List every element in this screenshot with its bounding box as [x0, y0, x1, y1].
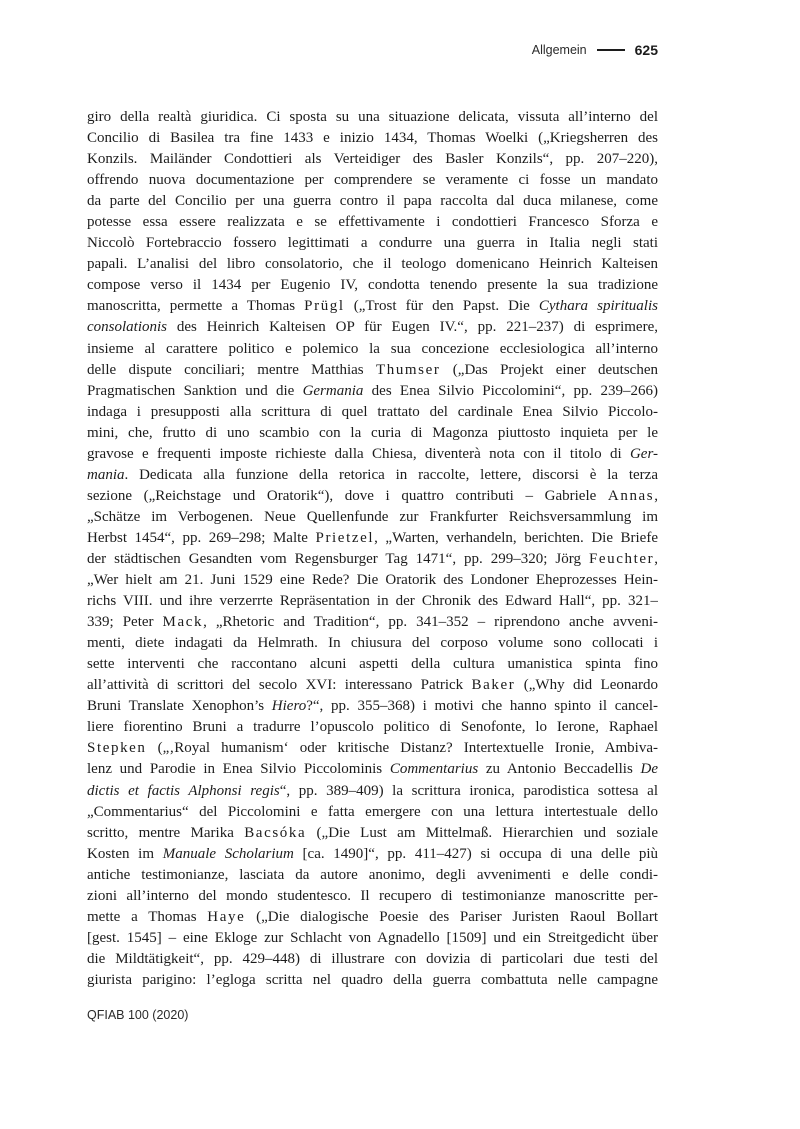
text-line — [87, 170, 658, 191]
text-line — [87, 339, 658, 360]
header-rule — [597, 49, 625, 51]
author-name: Prügl — [304, 298, 345, 315]
text-line — [87, 423, 658, 444]
text-run: antiche testimonianze, lasciata da autore anonimo, degli avvenimenti e delle condi- — [87, 866, 658, 883]
author-name: Thumser — [375, 361, 441, 378]
text-run: („Why did Leonardo — [515, 677, 658, 694]
text-line — [87, 675, 658, 696]
section-title: Allgemein — [531, 43, 587, 57]
text-run: („Die dialogische Poesie des Pariser Juristen Raoul Bollart — [245, 908, 658, 925]
italic-title: Hiero — [271, 698, 307, 715]
text-run: „Schätze im Verbogenen. Neue Quellenfunde zur Frankfurter Reichsversammlung im — [87, 508, 658, 525]
text-run: indaga i presupposti alla scrittura di quel trattato del cardinale Enea Silvio Piccolo- — [87, 403, 658, 420]
text-run: („Die Lust am Mittelmaß. Hierarchien und soziale — [306, 824, 658, 841]
text-line — [87, 844, 658, 865]
text-line — [87, 507, 658, 528]
text-run: („‚Royal humanism‘ oder kritische Distanz? Intertextuelle Ironie, Ambiva- — [146, 740, 658, 757]
text-run: mini, che, frutto di uno scambio con la curia di Magonza piuttosto inquieta per le — [87, 424, 658, 441]
text-run: , „Rhetoric and Tradition“, pp. 341–352 – riprendono anche avveni- — [203, 614, 658, 631]
text-line — [87, 107, 658, 128]
text-run: 339; Peter — [87, 614, 163, 631]
text-line — [87, 823, 658, 844]
text-line — [87, 486, 658, 507]
text-run: ?“, pp. 355–368) i motivi che hanno spinto il cancel- — [306, 698, 658, 715]
author-name: Baker — [471, 677, 516, 694]
text-line — [87, 570, 658, 591]
text-run: offrendo nuova documentazione per comprendere se veramente ci fosse un mandato — [87, 172, 658, 189]
text-run: („Trost für den Papst. Die — [344, 298, 539, 315]
text-line — [87, 275, 658, 296]
text-run: Herbst 1454“, pp. 269–298; Malte — [87, 529, 316, 546]
running-header — [532, 42, 658, 58]
text-line — [87, 907, 658, 928]
text-run: zioni all’interno del mondo studentesco. Il recupero di testimonianze manoscritte per- — [87, 887, 658, 904]
text-line — [87, 886, 658, 907]
text-run: richs VIII. und ihre verzerrte Repräsentation in der Chronik des Edward Hall“, pp. 321– — [87, 593, 658, 610]
text-run: [ca. 1490]“, pp. 411–427) si occupa di una delle più — [293, 845, 658, 862]
italic-title: Ger- — [629, 445, 658, 462]
text-line — [87, 191, 658, 212]
text-line — [87, 654, 658, 675]
text-run: menti, diete indagati da Helmrath. In chiusura del corposo volume sono collocati i — [87, 635, 658, 652]
text-run: “, pp. 389–409) la scrittura ironica, parodistica sottesa al — [279, 782, 658, 799]
text-run: mette a Thomas — [87, 908, 208, 925]
text-line — [87, 717, 658, 738]
text-line — [87, 591, 658, 612]
text-line — [87, 296, 658, 317]
text-run: zu Antonio Beccadellis — [478, 761, 641, 778]
italic-title: Commentarius — [389, 761, 479, 778]
text-run: manoscritta, permette a Thomas — [87, 298, 305, 315]
text-run: insieme al carattere politico e polemico la sua concezione ecclesiologica all’interno — [87, 340, 658, 357]
text-line — [87, 465, 658, 486]
text-line — [87, 212, 658, 233]
text-line — [87, 970, 658, 991]
text-run: Kosten im — [87, 845, 163, 862]
text-line — [87, 781, 658, 802]
page-number: 625 — [634, 42, 658, 58]
text-run: der städtischen Gesandten vom Regensburger Tag 1471“, pp. 299–320; Jörg — [87, 550, 589, 567]
text-run: („Das Projekt einer deutschen — [440, 361, 658, 378]
italic-title: Cythara spiritualis — [538, 298, 658, 315]
text-line — [87, 802, 658, 823]
text-run: scritto, mentre Marika — [87, 824, 245, 841]
text-line — [87, 949, 658, 970]
author-name: Mack — [162, 614, 204, 631]
italic-title: Manuale Scholarium — [162, 845, 294, 862]
text-run: , „Warten, verhandeln, berichten. Die Briefe — [374, 529, 658, 546]
author-name: Prietzel — [315, 529, 375, 546]
author-name: Annas — [607, 487, 655, 504]
text-run: [gest. 1545] – eine Ekloge zur Schlacht von Agnadello [1509] und ein Streitgedicht über — [87, 929, 658, 946]
text-run: potesse essa essere realizzata e se effettivamente i condottieri Francesco Sforza e — [87, 214, 658, 231]
text-line — [87, 444, 658, 465]
text-run: die Mildtätigkeit“, pp. 429–448) di illustrare con dovizia di particolari due testi del — [87, 950, 658, 967]
text-run: „Wer hielt am 21. Juni 1529 eine Rede? Die Oratorik des Londoner Eheprozesses Hein- — [87, 572, 658, 589]
text-run: giurista parigino: l’egloga scritta nel quadro della guerra combattuta nelle campagne — [87, 971, 658, 988]
text-line — [87, 633, 658, 654]
text-line — [87, 360, 658, 381]
text-line — [87, 381, 658, 402]
italic-title: Germania — [302, 382, 364, 399]
text-run: Concilio di Basilea tra fine 1433 e inizio 1434, Thomas Woelki („Kriegsherren des — [87, 130, 658, 147]
text-line — [87, 759, 658, 780]
text-line — [87, 865, 658, 886]
text-line — [87, 149, 658, 170]
text-line — [87, 254, 658, 275]
text-run: Bruni Translate Xenophon’s — [87, 698, 272, 715]
text-run: lenz und Parodie in Enea Silvio Piccolominis — [87, 761, 390, 778]
text-run: „Commentarius“ del Piccolomini e fatta emergere con una lettura intertestuale dello — [87, 803, 658, 820]
author-name: Bacsóka — [244, 824, 307, 841]
text-run: liere fiorentino Bruni a tradurre l’opuscolo politico di Senofonte, lo Ierone, Raphael — [87, 719, 658, 736]
author-name: Haye — [207, 908, 246, 925]
text-line — [87, 738, 658, 759]
text-line — [87, 402, 658, 423]
text-run: giro della realtà giuridica. Ci sposta su una situazione delicata, vissuta all’interno del — [87, 109, 658, 125]
text-run: sette interventi che raccontano alcuni aspetti della cultura umanistica spinta fino — [87, 656, 658, 673]
text-run: , — [654, 550, 658, 567]
italic-title: dictis et factis Alphonsi regis — [87, 782, 280, 799]
text-run: all’attività di scrittori del secolo XVI: interessano Patrick — [87, 677, 472, 694]
italic-title: consolationis — [87, 319, 168, 336]
text-run: des Heinrich Kalteisen OP für Eugen IV.“, pp. 221–237) di esprimere, — [167, 319, 658, 336]
text-line — [87, 528, 658, 549]
text-run: sezione („Reichstage und Oratorik“), dove i quattro contributi – Gabriele — [87, 487, 608, 504]
text-run: gravose e frequenti imposte richieste dalla Chiesa, diventerà nota con il titolo di — [87, 445, 630, 462]
italic-title: De — [640, 761, 658, 778]
text-line — [87, 549, 658, 570]
body-text — [87, 107, 658, 991]
text-run: delle dispute conciliari; mentre Matthias — [87, 361, 376, 378]
author-name: Feuchter — [588, 550, 655, 567]
text-run: compose verso il 1434 per Eugenio IV, condotta tenendo presente la sua tradizione — [87, 277, 658, 294]
text-run: papali. L’analisi del libro consolatorio, che il teologo domenicano Heinrich Kalteisen — [87, 256, 658, 273]
text-run: da parte del Concilio per una guerra contro il papa raccolta dal duca milanese, come — [87, 193, 658, 210]
journal-footer: QFIAB 100 (2020) — [87, 1008, 189, 1022]
text-run: . Dedicata alla funzione della retorica in raccolte, lettere, discorsi è la terza — [124, 466, 658, 483]
text-line — [87, 128, 658, 149]
text-line — [87, 612, 658, 633]
author-name: Stepken — [87, 740, 147, 757]
italic-title: mania — [87, 466, 125, 483]
text-line — [87, 317, 658, 338]
text-run: des Enea Silvio Piccolomini“, pp. 239–266) — [363, 382, 658, 399]
text-run: Konzils. Mailänder Condottieri als Verteidiger des Basler Konzils“, pp. 207–220), — [87, 151, 658, 168]
text-line — [87, 696, 658, 717]
text-line — [87, 928, 658, 949]
text-run: , — [654, 487, 658, 504]
text-run: Niccolò Fortebraccio fossero legittimati a condurre una guerra in Italia negli stati — [87, 235, 658, 252]
text-line — [87, 233, 658, 254]
text-run: Pragmatischen Sanktion und die — [87, 382, 303, 399]
